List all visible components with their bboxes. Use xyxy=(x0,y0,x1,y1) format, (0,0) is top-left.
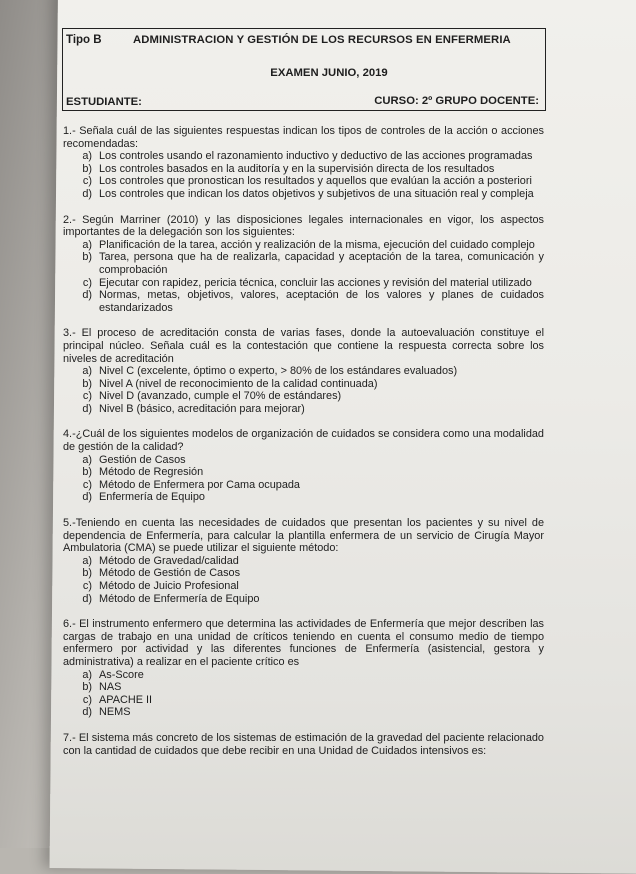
option-text: NAS xyxy=(99,681,122,694)
option-text: Método de Regresión xyxy=(99,466,204,479)
option-letter: b) xyxy=(82,466,92,479)
option-text: Nivel D (avanzado, cumple el 70% de estándares) xyxy=(99,390,342,403)
question-4 xyxy=(63,428,544,504)
question-5 xyxy=(63,517,544,605)
exam-date: EXAMEN JUNIO, 2019 xyxy=(270,67,388,79)
option-text: Los controles basados en la auditoría y en la supervisión directa de los resultados xyxy=(99,162,495,175)
option-letter: a) xyxy=(82,150,92,163)
course-title: ADMINISTRACION Y GESTIÓN DE LOS RECURSOS EN ENFERMERIA xyxy=(133,34,511,46)
question-7 xyxy=(63,732,544,757)
course-group-label: CURSO: 2º GRUPO DOCENTE: xyxy=(374,95,539,107)
option xyxy=(63,175,544,188)
option-text: Nivel A (nivel de reconocimiento de la calidad continuada) xyxy=(99,377,378,390)
option xyxy=(63,466,544,479)
option xyxy=(63,150,544,163)
option-letter: d) xyxy=(82,187,92,200)
option-letter: c) xyxy=(82,276,92,289)
option-text: Tarea, persona que ha de realizarla, capacidad y aceptación de la tarea, comunicación y comprobación xyxy=(99,251,544,276)
option-letter: c) xyxy=(82,580,92,592)
option-text: Método de Gravedad/calidad xyxy=(99,554,239,567)
option xyxy=(63,403,544,416)
option xyxy=(63,163,544,176)
option-text: Método de Gestión de Casos xyxy=(99,567,241,580)
question-text: 3.- El proceso de acreditación consta de varias fases, donde la autoevaluación constituye el principal núcleo. Señala cuál es la contestación que contiene la respuesta correcta sobre los niveles de acreditación xyxy=(63,327,544,365)
option-letter: a) xyxy=(82,554,92,567)
option-letter: d) xyxy=(82,706,92,719)
question-text: 1.- Señala cuál de las siguientes respuestas indican los tipos de controles de la acción o acciones recomendadas: xyxy=(63,125,544,150)
option-list xyxy=(63,454,544,504)
option-letter: b) xyxy=(82,681,92,694)
option-letter: a) xyxy=(82,668,92,681)
option-text: APACHE II xyxy=(99,693,153,706)
option-letter: d) xyxy=(82,491,92,504)
option-text: Los controles que pronostican los resultados y aquellos que evalúan la acción a posteriori xyxy=(99,175,532,188)
option-letter: c) xyxy=(82,175,92,188)
option-letter: c) xyxy=(82,693,92,706)
option xyxy=(63,454,544,467)
question-text: 4.-¿Cuál de los siguientes modelos de organización de cuidados se considera como una modalidad de gestión de la calidad? xyxy=(63,428,544,454)
option-letter: b) xyxy=(82,162,92,175)
option xyxy=(63,188,544,201)
option-letter: c) xyxy=(82,478,92,491)
option xyxy=(63,669,544,682)
exam-type: Tipo B xyxy=(66,34,102,46)
question-6 xyxy=(63,618,544,719)
option-text: As-Score xyxy=(99,668,144,681)
option-text: Los controles usando el razonamiento inductivo y deductivo de las acciones programadas xyxy=(99,150,533,163)
exam-content xyxy=(58,28,544,757)
option-letter: a) xyxy=(82,238,92,251)
question-text: 7.- El sistema más concreto de los sistemas de estimación de la gravedad del paciente relacionado con la cantidad de cuidados que debe recibir en una Unidad de Cuidados intensivos es: xyxy=(63,731,544,757)
option-text: Nivel B (básico, acreditación para mejorar) xyxy=(99,402,305,415)
option-list xyxy=(63,365,544,415)
option-letter: a) xyxy=(82,365,92,378)
question-1 xyxy=(63,125,544,201)
option-letter: d) xyxy=(82,402,92,415)
exam-header-box xyxy=(62,28,546,111)
option-text: NEMS xyxy=(99,706,131,719)
option xyxy=(63,694,544,707)
option xyxy=(63,681,544,694)
option xyxy=(63,479,544,492)
option xyxy=(63,593,544,606)
question-3 xyxy=(63,327,544,415)
option xyxy=(63,390,544,403)
option-letter: d) xyxy=(82,592,92,605)
option-text: Método de Enfermería de Equipo xyxy=(99,592,260,605)
option-letter: a) xyxy=(82,453,92,466)
option-letter: b) xyxy=(82,251,92,264)
option-letter: c) xyxy=(82,390,92,403)
option xyxy=(63,289,544,314)
option-list xyxy=(63,669,544,719)
option xyxy=(63,567,544,580)
option-text: Ejecutar con rapidez, pericia técnica, concluir las acciones y revisión del material utilizado xyxy=(99,276,532,289)
option-text: Enfermería de Equipo xyxy=(99,491,205,504)
option-text: Método de Juicio Profesional xyxy=(99,580,239,592)
question-2 xyxy=(63,214,544,315)
option-text: Normas, metas, objetivos, valores, aceptación de los valores y planes de cuidados estandarizados xyxy=(99,289,544,314)
option-text: Planificación de la tarea, acción y realización de la misma, ejecución del cuidado complejo xyxy=(99,238,535,251)
option-letter: b) xyxy=(82,567,92,580)
option xyxy=(63,365,544,378)
option-text: Método de Enfermera por Cama ocupada xyxy=(99,478,300,491)
option xyxy=(63,277,544,290)
student-label: ESTUDIANTE: xyxy=(66,96,142,108)
option xyxy=(63,239,544,252)
question-text: 6.- El instrumento enfermero que determina las actividades de Enfermería que mejor describen las cargas de trabajo en una unidad de críticos teniendo en cuenta el consumo medio de tiempo enfermero por actividad y las diferentes funciones de Enfermería (asistencial, gestora y administrativa) a realizar en el paciente crítico es xyxy=(63,618,544,668)
option xyxy=(63,580,544,593)
option-list xyxy=(63,150,544,200)
option xyxy=(63,251,544,276)
option xyxy=(63,555,544,568)
option-letter: d) xyxy=(82,289,92,302)
option-list xyxy=(63,239,544,315)
option-text: Los controles que indican los datos objetivos y subjetivos de una situación real y compleja xyxy=(99,187,534,200)
option xyxy=(63,491,544,504)
option xyxy=(63,378,544,391)
option xyxy=(63,706,544,719)
question-text: 2.- Según Marriner (2010) y las disposiciones legales internacionales en vigor, los aspectos importantes de la delegación son los siguientes: xyxy=(63,213,544,239)
option-list xyxy=(63,555,544,605)
option-text: Nivel C (excelente, óptimo o experto, > 80% de los estándares evaluados) xyxy=(99,365,458,378)
question-text: 5.-Teniendo en cuenta las necesidades de cuidados que presentan los pacientes y su nivel de dependencia de Enfermería, para calcular la plantilla enfermera de un servicio de Cirugía Mayor Ambulatoria (CMA) se puede utilizar el siguiente método: xyxy=(63,517,544,555)
option-letter: b) xyxy=(82,377,92,390)
option-text: Gestión de Casos xyxy=(99,453,186,466)
